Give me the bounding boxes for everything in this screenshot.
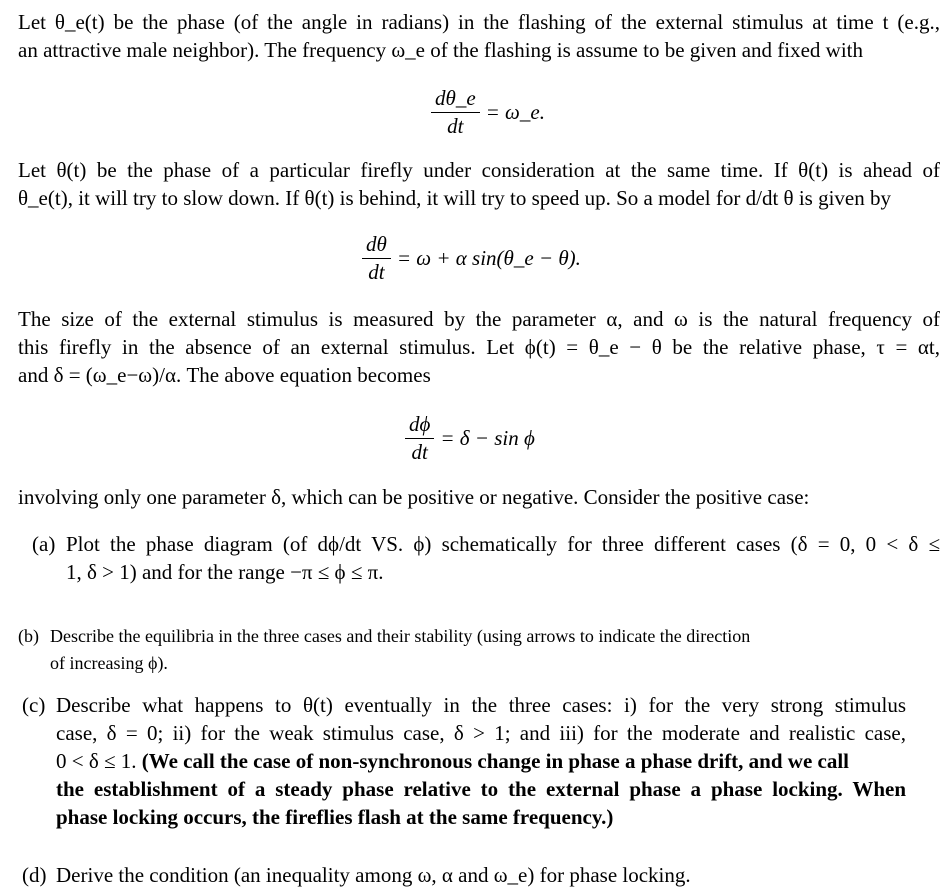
equation-1-rhs: = ω_e.	[485, 100, 545, 124]
question-c-line-5	[56, 803, 906, 831]
question-c-line-2: case, δ = 0; ii) for the weak stimulus case, δ > 1; and iii) for the moderate and realistic case,	[56, 721, 906, 745]
equation-2-denominator: dt	[368, 260, 385, 284]
intro-line-1: Let θ_e(t) be the phase (of the angle in radians) in the flashing of the external stimulus at time t (e.g.,	[18, 10, 940, 34]
question-c-line-4	[56, 775, 906, 803]
question-c-line-1: Describe what happens to θ(t) eventually in the three cases: i) for the very strong stimulus	[56, 693, 906, 717]
parameter-line-3: and δ = (ω_e−ω)/α. The above equation becomes	[18, 363, 431, 387]
model-line-1: Let θ(t) be the phase of a particular firefly under consideration at the same time. If θ(t) is ahead of	[18, 158, 940, 182]
intro-line-2: an attractive male neighbor). The frequency ω_e of the flashing is assume to be given and fixed with	[18, 38, 863, 62]
involving-line: involving only one parameter δ, which can be positive or negative. Consider the positive case:	[18, 485, 810, 509]
question-a-label: (a)	[32, 532, 56, 556]
intro-paragraph	[18, 8, 940, 64]
equation-2-rhs: = ω + α sin(θ_e − θ).	[396, 246, 581, 270]
question-b-label: (b)	[18, 626, 39, 646]
equation-2-fraction	[362, 234, 391, 283]
question-a-line-1: Plot the phase diagram (of dϕ/dt VS. ϕ) schematically for three different cases (δ = 0, 0 < δ ≤	[66, 532, 940, 556]
question-b-line-2: of increasing ϕ).	[50, 653, 168, 673]
equation-3-fraction	[405, 414, 434, 463]
question-c-line-5-bold: phase locking occurs, the fireflies flash at the same frequency.)	[56, 805, 614, 829]
equation-3-rhs: = δ − sin ϕ	[440, 426, 535, 450]
parameter-line-2: this firefly in the absence of an external stimulus. Let ϕ(t) = θ_e − θ be the relative phase, τ = αt,	[18, 335, 940, 359]
equation-2-numerator: dθ	[362, 234, 391, 259]
question-c-line-3	[56, 747, 906, 775]
model-line-2: θ_e(t), it will try to slow down. If θ(t) is behind, it will try to speed up. So a model for d/dt θ is given by	[18, 186, 891, 210]
question-c-line-3-bold: (We call the case of non-synchronous change in phase a phase drift, and we call	[141, 749, 850, 773]
question-c-line-3-math: 0 < δ ≤ 1.	[56, 749, 137, 773]
equation-2	[362, 234, 581, 283]
involving-paragraph	[18, 483, 940, 511]
parameter-paragraph	[18, 305, 940, 389]
equation-1-fraction	[431, 88, 480, 137]
question-c-label: (c)	[22, 693, 46, 717]
question-d-label: (d)	[22, 863, 47, 887]
question-d-line-1: Derive the condition (an inequality among ω, α and ω_e) for phase locking.	[56, 863, 691, 887]
question-c-line-4-bold: the establishment of a steady phase relative to the external phase a phase locking. When	[56, 777, 906, 801]
equation-1-numerator: dθ_e	[431, 88, 480, 113]
question-a-line-2: 1, δ > 1) and for the range −π ≤ ϕ ≤ π.	[66, 560, 384, 584]
equation-1-denominator: dt	[447, 114, 464, 138]
equation-1	[431, 88, 545, 137]
equation-3-numerator: dϕ	[405, 414, 434, 439]
model-paragraph	[18, 156, 940, 212]
parameter-line-1: The size of the external stimulus is measured by the parameter α, and ω is the natural frequency of	[18, 307, 940, 331]
equation-3	[405, 414, 535, 463]
equation-3-denominator: dt	[411, 440, 428, 464]
question-b-line-1: Describe the equilibria in the three cases and their stability (using arrows to indicate the direction	[50, 626, 751, 646]
